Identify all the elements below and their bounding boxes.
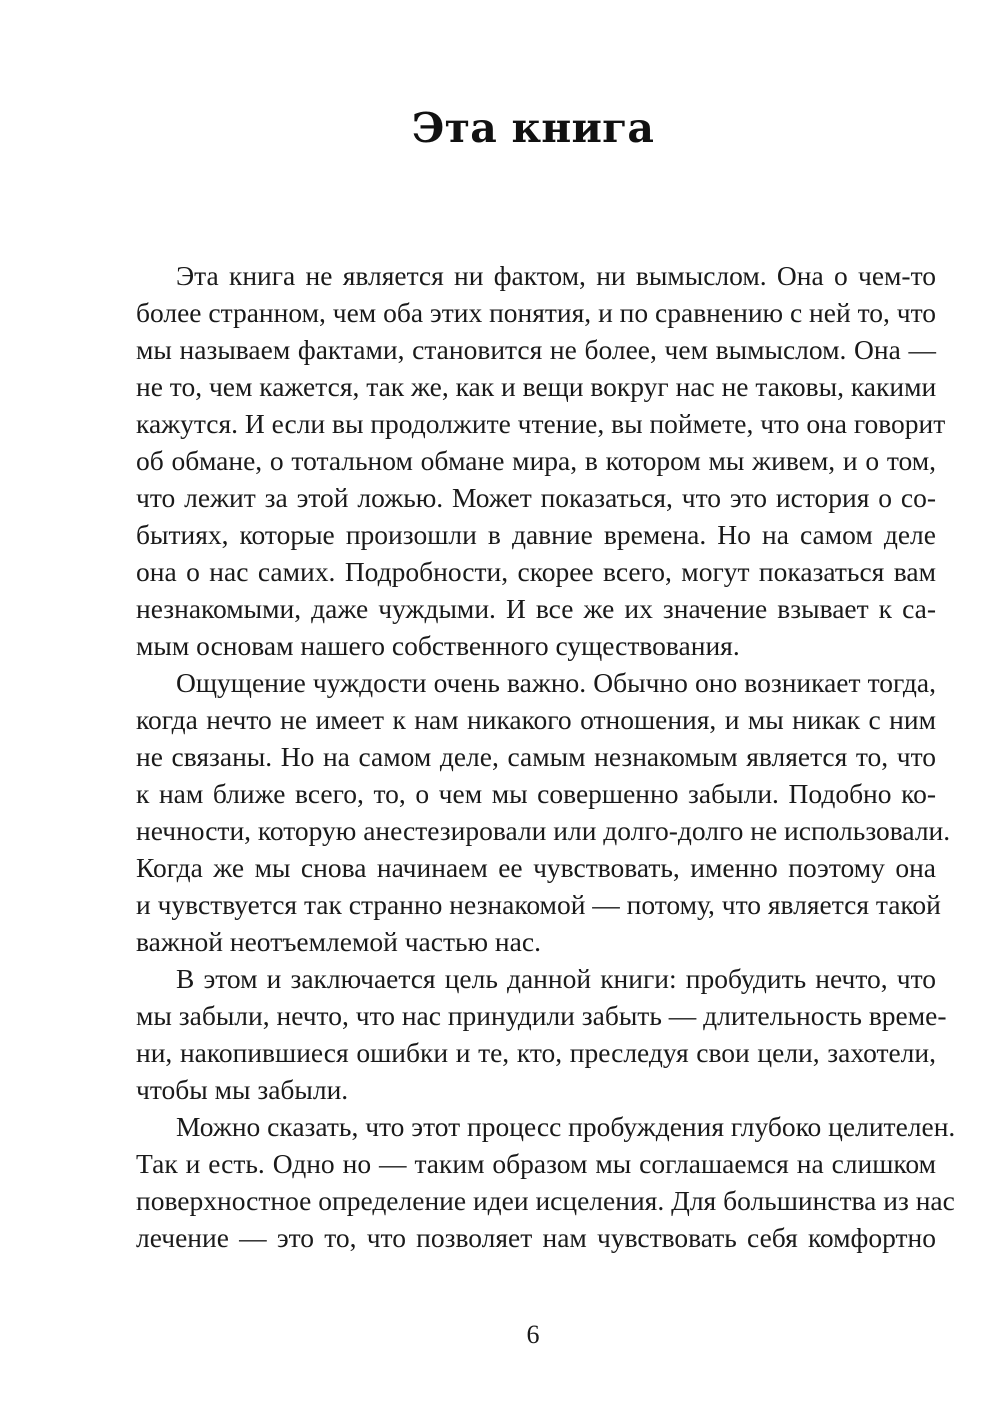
text-line: Когда же мы снова начинаем ее чувствовать, именно поэтому она: [136, 852, 936, 883]
text-line: и чувствуется так странно незнакомой — потому, что является такой: [136, 889, 941, 920]
text-line: когда нечто не имеет к нам никакого отношения, и мы никак с ним: [136, 704, 936, 735]
paragraph: [136, 1108, 956, 1256]
paragraph: [136, 664, 951, 960]
text-line: чтобы мы забыли.: [136, 1074, 349, 1105]
text-line: кажутся. И если вы продолжите чтение, вы поймете, что она говорит: [136, 408, 946, 439]
text-line: лечение — это то, что позволяет нам чувствовать себя комфортно: [136, 1222, 936, 1253]
text-line: незнакомыми, даже чуждыми. И все же их значение взывает к са-: [136, 593, 936, 624]
text-line: поверхностное определение идеи исцеления. Для большинства из нас: [136, 1185, 955, 1216]
paragraph: [136, 960, 947, 1108]
text-line: важной неотъемлемой частью нас.: [136, 926, 541, 957]
paragraph: [136, 257, 946, 664]
text-line: она о нас самих. Подробности, скорее всего, могут показаться вам: [136, 556, 936, 587]
text-line: не связаны. Но на самом деле, самым незнакомым является то, что: [136, 741, 936, 772]
text-line: Эта книга не является ни фактом, ни вымыслом. Она о чем-то: [176, 260, 936, 291]
text-line: более странном, чем оба этих понятия, и по сравнению с ней то, что: [136, 297, 936, 328]
text-line: бытиях, которые произошли в давние времена. Но на самом деле: [136, 519, 936, 550]
text-line: об обмане, о тотальном обмане мира, в котором мы живем, и о том,: [136, 445, 936, 476]
text-line: Можно сказать, что этот процесс пробуждения глубоко целителен.: [176, 1111, 956, 1142]
text-line: что лежит за этой ложью. Может показаться, что это история о со-: [136, 482, 936, 513]
text-line: Ощущение чуждости очень важно. Обычно оно возникает тогда,: [176, 667, 936, 698]
text-line: не то, чем кажется, так же, как и вещи вокруг нас не таковы, какими: [136, 371, 937, 402]
text-line: нечности, которую анестезировали или долго-долго не использовали.: [136, 815, 951, 846]
body-text: [136, 257, 956, 1256]
text-line: к нам ближе всего, то, о чем мы совершенно забыли. Подобно ко-: [136, 778, 936, 809]
text-line: ни, накопившиеся ошибки и те, кто, преследуя свои цели, захотели,: [136, 1037, 936, 1068]
chapter-title: Эта книга: [411, 104, 655, 152]
text-line: В этом и заключается цель данной книги: пробудить нечто, что: [176, 963, 936, 994]
text-line: Так и есть. Одно но — таким образом мы соглашаемся на слишком: [136, 1148, 936, 1179]
text-line: мым основам нашего собственного существования.: [136, 630, 740, 661]
text-line: мы называем фактами, становится не более, чем вымыслом. Она —: [136, 334, 936, 365]
text-line: мы забыли, нечто, что нас принудили забыть — длительность време-: [136, 1000, 947, 1031]
page-number: 6: [526, 1320, 540, 1349]
